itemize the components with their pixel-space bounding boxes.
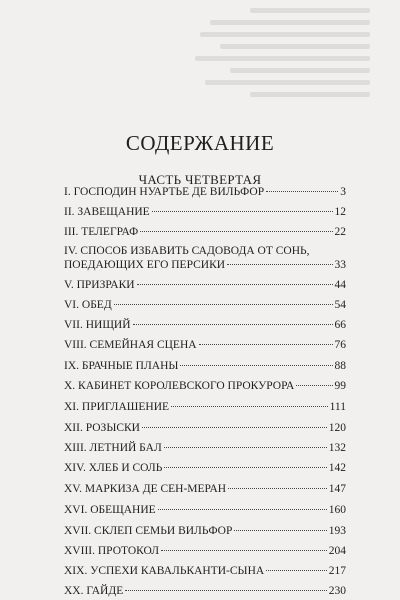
toc-entry[interactable] <box>64 441 346 455</box>
toc-entry-page: 160 <box>328 504 346 516</box>
toc-entry-page: 88 <box>334 360 346 372</box>
dot-leader <box>234 530 326 531</box>
dot-leader <box>133 324 333 325</box>
dot-leader <box>164 467 326 468</box>
toc-entry-label: XV. МАРКИЗА ДЕ СЕН-МЕРАН <box>64 483 227 495</box>
toc-entry-page: 66 <box>334 319 346 331</box>
dot-leader <box>180 365 332 366</box>
toc-entry[interactable] <box>64 278 346 292</box>
toc-entry-label: VIII. СЕМЕЙНАЯ СЦЕНА <box>64 339 197 351</box>
dot-leader <box>171 406 328 407</box>
toc-entry-page: 230 <box>328 585 346 597</box>
toc-entry-page: 111 <box>329 401 346 413</box>
show-through-text <box>0 0 400 110</box>
toc-entry[interactable] <box>64 524 346 538</box>
dot-leader <box>199 344 333 345</box>
toc-entry[interactable] <box>64 298 346 312</box>
toc-entry-page: 147 <box>328 483 346 495</box>
toc-entry-page: 99 <box>334 380 346 392</box>
toc-entry[interactable] <box>64 205 346 219</box>
toc-entry[interactable] <box>64 318 346 332</box>
dot-leader <box>296 385 332 386</box>
dot-leader <box>161 550 327 551</box>
toc-entry-page: 3 <box>340 186 346 198</box>
toc-entry[interactable] <box>64 338 346 352</box>
toc-entry-label: II. ЗАВЕЩАНИЕ <box>64 206 150 218</box>
toc-entry-label: XIX. УСПЕХИ КАВАЛЬКАНТИ-СЫНА <box>64 565 265 577</box>
toc-entry[interactable] <box>64 400 346 414</box>
toc-entry-page: 142 <box>328 462 346 474</box>
toc-entry-label: X. КАБИНЕТ КОРОЛЕВСКОГО ПРОКУРОРА <box>64 380 295 392</box>
toc-entry-label: XVIII. ПРОТОКОЛ <box>64 545 160 557</box>
dot-leader <box>140 231 332 232</box>
toc-entry[interactable] <box>64 544 346 558</box>
dot-leader <box>266 570 327 571</box>
toc-entry-page: 44 <box>334 279 346 291</box>
toc-entry-page: 54 <box>334 299 346 311</box>
toc-entry-page: 204 <box>328 545 346 557</box>
dot-leader <box>227 264 332 265</box>
toc-entry[interactable] <box>64 564 346 578</box>
toc-entry-page: 217 <box>328 565 346 577</box>
toc-entry-label-line1: IV. СПОСОБ ИЗБАВИТЬ САДОВОДА ОТ СОНЬ, <box>64 245 310 257</box>
toc-entry[interactable] <box>64 503 346 517</box>
toc-entry-label: III. ТЕЛЕГРАФ <box>64 226 139 238</box>
toc-entry-page: 33 <box>334 259 346 271</box>
toc-entry-page: 76 <box>334 339 346 351</box>
toc-entry-label: VII. НИЩИЙ <box>64 319 131 331</box>
toc-entry-page: 22 <box>334 226 346 238</box>
dot-leader <box>142 427 327 428</box>
toc-entry-label: IX. БРАЧНЫЕ ПЛАНЫ <box>64 360 179 372</box>
toc-entry-page: 193 <box>328 525 346 537</box>
dot-leader <box>114 304 333 305</box>
toc-entry[interactable] <box>64 461 346 475</box>
toc-entry-label: XVII. СКЛЕП СЕМЬИ ВИЛЬФОР <box>64 525 233 537</box>
toc-entry[interactable] <box>64 225 346 239</box>
toc-entry-page: 12 <box>334 206 346 218</box>
dot-leader <box>125 590 327 591</box>
toc-entry[interactable] <box>64 185 346 199</box>
toc-entry-label: ПОЕДАЮЩИХ ЕГО ПЕРСИКИ <box>64 259 226 271</box>
toc-entry[interactable] <box>64 359 346 373</box>
toc-entry[interactable] <box>64 584 346 598</box>
toc-title: СОДЕРЖАНИЕ <box>125 131 275 155</box>
dot-leader <box>137 284 333 285</box>
dot-leader <box>266 191 338 192</box>
toc-entry-label: VI. ОБЕД <box>64 299 112 311</box>
toc-entry-label: XIII. ЛЕТНИЙ БАЛ <box>64 442 162 454</box>
toc-entry[interactable] <box>64 379 346 393</box>
toc-entry-label: XII. РОЗЫСКИ <box>64 422 140 434</box>
dot-leader <box>158 509 327 510</box>
part-title: ЧАСТЬ ЧЕТВЕРТАЯ <box>138 172 262 187</box>
toc-entry[interactable] <box>64 421 346 435</box>
toc-entry-page: 132 <box>328 442 346 454</box>
toc-entry-page: 120 <box>328 422 346 434</box>
toc-entry-label: XIV. ХЛЕБ И СОЛЬ <box>64 462 163 474</box>
dot-leader <box>164 447 327 448</box>
toc-entry-label: XVI. ОБЕЩАНИЕ <box>64 504 156 516</box>
toc-entry[interactable] <box>64 244 346 272</box>
toc-entry-label: V. ПРИЗРАКИ <box>64 279 135 291</box>
toc-entry-label: XI. ПРИГЛАШЕНИЕ <box>64 401 170 413</box>
toc-entry[interactable] <box>64 482 346 496</box>
toc-entry-label: I. ГОСПОДИН НУАРТЬЕ ДЕ ВИЛЬФОР <box>64 186 265 198</box>
dot-leader <box>228 488 327 489</box>
toc-entry-label: XX. ГАЙДЕ <box>64 585 124 597</box>
dot-leader <box>152 211 333 212</box>
